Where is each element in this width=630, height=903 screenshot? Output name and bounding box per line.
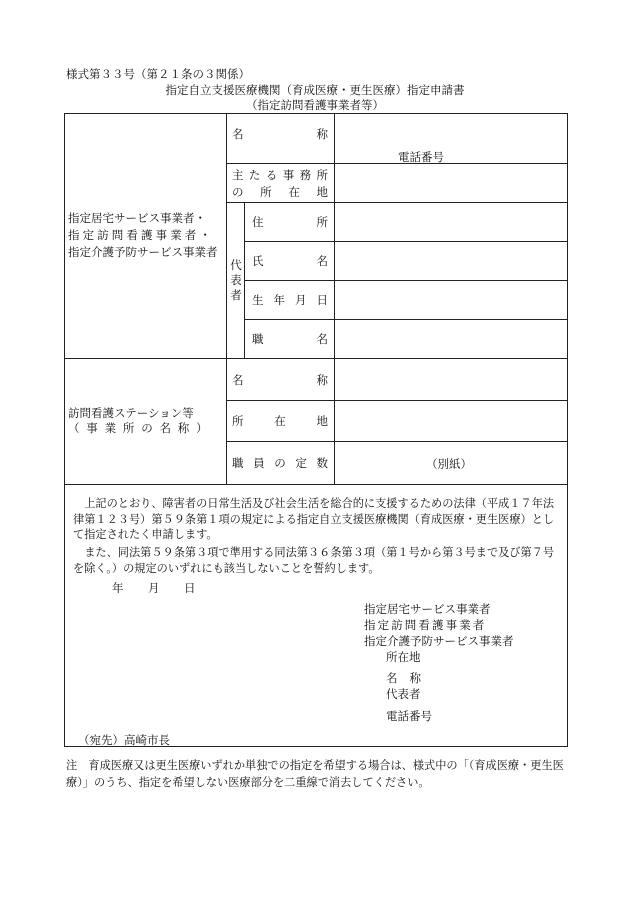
column-divider (244, 202, 245, 358)
row-divider (244, 280, 568, 281)
document-subtitle: （指定訪問看護事業者等） (246, 98, 384, 112)
representative-label: 代表者 (230, 258, 242, 302)
row-divider (226, 163, 568, 164)
date-year: 年 (112, 581, 124, 595)
column-divider (226, 113, 227, 484)
row-divider (244, 319, 568, 320)
applicant-representative-label: 代表者 (386, 687, 421, 701)
station-group-line1: 訪問看護ステーション等 (68, 405, 194, 420)
station-name-label: 名称 (232, 373, 328, 387)
office-label-line2: の所在地 (232, 185, 328, 199)
applicant-location-label: 所在地 (386, 650, 421, 664)
date-day: 日 (184, 581, 196, 595)
operator-type-line2: 指定訪問看護事業者・ (68, 227, 214, 242)
row-divider (226, 400, 568, 401)
applicant-type-line3: 指定介護予防サービス事業者 (364, 634, 514, 648)
applicant-type-line2: 指定訪問看護事業者 (364, 618, 487, 632)
position-label: 職名 (252, 332, 328, 346)
office-label-line1: 主たる事務所 (232, 168, 328, 182)
applicant-phone-label: 電話番号 (386, 709, 432, 723)
operator-type-line1: 指定居宅サービス事業者・ (68, 210, 206, 225)
footnote: 注 育成医療又は更生医療いずれか単独での指定を希望する場合は、様式中の「（育成医療・更生医療）」のうち、指定を希望しない医療部分を二重線で消去してください。 (66, 759, 564, 789)
declaration-paragraph-1: 上記のとおり、障害者の日常生活及び社会生活を総合的に支援するための法律（平成１７年法律第１２３号）第５９条第１項の規定による指定自立支援医療機関（育成医療・更生医療）として指定されたく申請します。 (73, 497, 555, 541)
staff-count-label: 職員の定数 (232, 456, 328, 470)
column-divider (334, 113, 335, 484)
birthdate-label: 生年月日 (252, 293, 328, 307)
section-divider (64, 358, 568, 359)
row-divider (226, 202, 568, 203)
station-location-label: 所在地 (232, 414, 328, 428)
station-group-line2: （事業所の名称） (68, 420, 215, 435)
applicant-name-label: 名称 (386, 671, 433, 685)
form-number: 様式第３３号（第２１条の３関係） (66, 67, 250, 81)
section-divider (64, 484, 568, 485)
person-name-label: 氏名 (252, 254, 328, 268)
address-label: 住所 (252, 215, 328, 229)
operator-type-line3: 指定介護予防サービス事業者 (68, 244, 218, 259)
date-month: 月 (148, 581, 160, 595)
addressee: （宛先）高崎市長 (78, 733, 170, 747)
name-label: 名称 (232, 127, 328, 141)
declaration-paragraph-2: また、同法第５９条第３項で準用する同法第３６条第３項（第１号から第３号まで及び第７号を除く。）の規定のいずれにも該当しないことを誓約します。 (73, 546, 555, 575)
phone-number-label: 電話番号 (398, 150, 444, 164)
applicant-type-line1: 指定居宅サービス事業者 (364, 602, 491, 616)
row-divider (226, 441, 568, 442)
document-title: 指定自立支援医療機関（育成医療・更生医療）指定申請書 (165, 83, 465, 97)
staff-count-value: （別紙） (426, 457, 472, 471)
row-divider (244, 241, 568, 242)
